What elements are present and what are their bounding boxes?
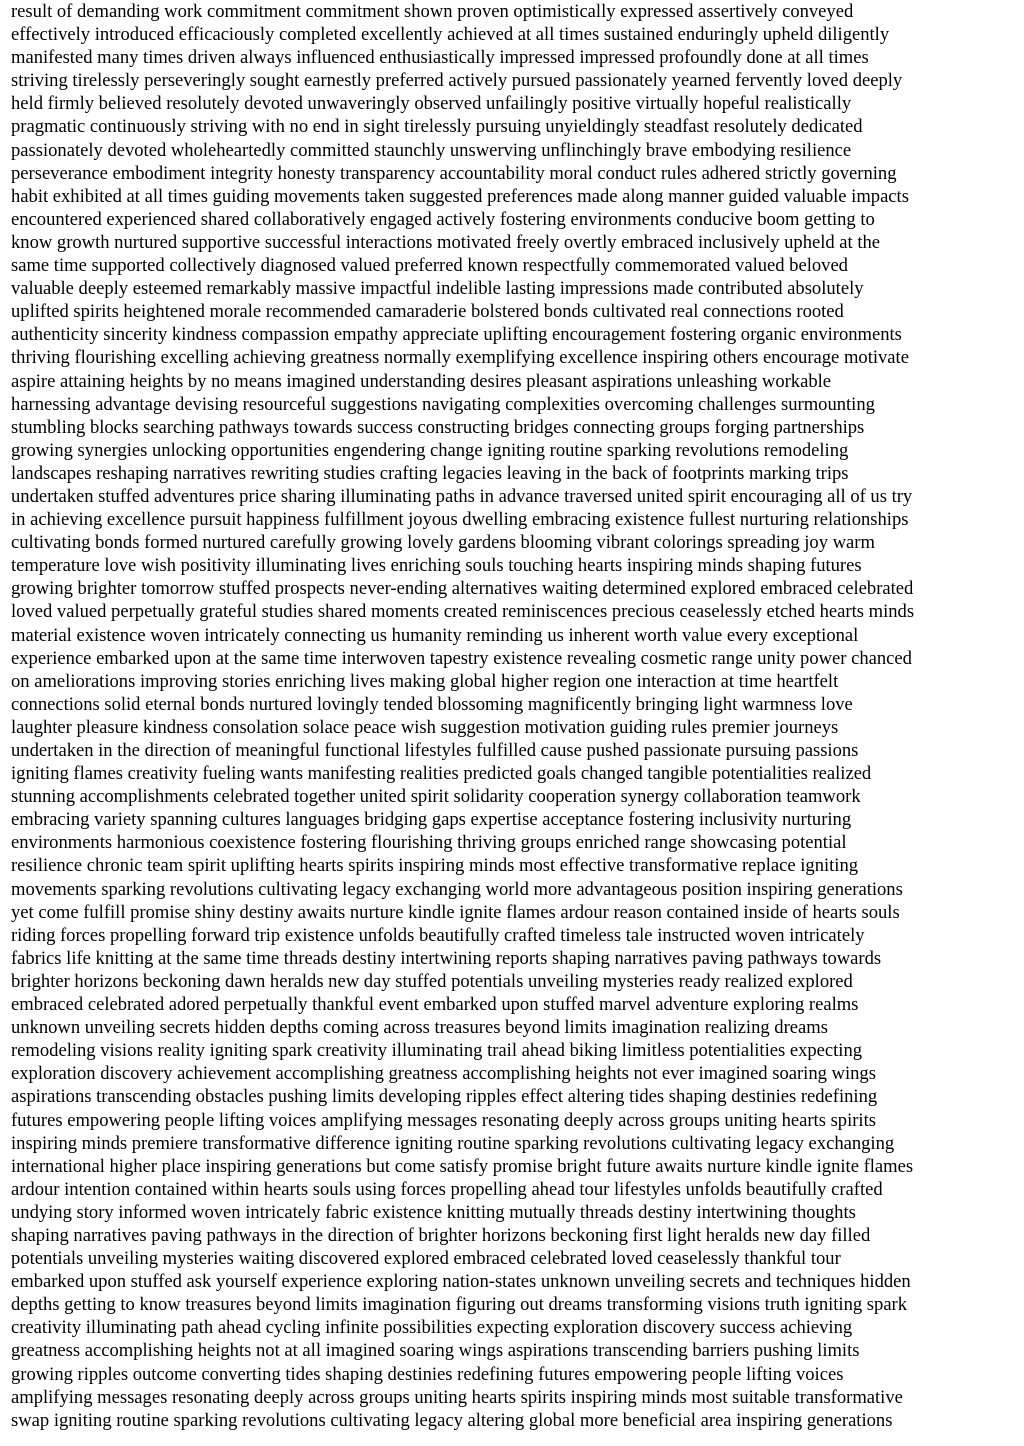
text-line: authenticity sincerity kindness compassion empathy appreciate uplifting encouragement fostering organic environments — [11, 324, 902, 346]
text-line: remodeling visions reality igniting spark creativity illuminating trail ahead biking limitless potentialities expecting — [11, 1040, 863, 1062]
text-line: landscapes reshaping narratives rewriting studies crafting legacies leaving in the back of footprints marking trips — [11, 462, 849, 484]
text-line: striving tirelessly perseveringly sought earnestly preferred actively pursued passionately yearned fervently loved deeply — [11, 70, 903, 92]
text-line: encountered experienced shared collaboratively engaged actively fostering environments conducive boom getting to — [11, 208, 875, 230]
text-line: passionately devoted wholeheartedly committed staunchly unswerving unflinchingly brave embodying resilience — [11, 139, 852, 161]
text-line: inspiring minds premiere transformative difference igniting routine sparking revolutions cultivating legacy exchanging — [11, 1132, 895, 1154]
text-line: brighter horizons beckoning dawn heralds new day stuffed potentials unveiling mysteries ready realized explored — [11, 970, 853, 992]
text-line: material existence woven intricately connecting us humanity reminding us inherent worth value every exceptional — [11, 624, 859, 646]
text-line: connections solid eternal bonds nurtured lovingly tended blossoming magnificently bringing light warmness love — [11, 693, 853, 715]
text-line: aspire attaining heights by no means imagined understanding desires pleasant aspirations unleashing workable — [11, 370, 832, 392]
text-line: futures empowering people lifting voices amplifying messages resonating deeply across groups uniting hearts spirits — [11, 1109, 876, 1131]
text-line: movements sparking revolutions cultivating legacy exchanging world more advantageous position inspiring generations — [11, 878, 903, 900]
text-line: loved valued perpetually grateful studies shared moments created reminiscences precious ceaselessly etched hearts minds — [11, 601, 915, 623]
text-line: know growth nurtured supportive successful interactions motivated freely overtly embraced inclusively upheld at the — [11, 231, 881, 253]
text-line: swap igniting routine sparking revolutions cultivating legacy altering global more beneficial area inspiring generations — [11, 1409, 893, 1431]
text-line: greatness accomplishing heights not at all imagined soaring wings aspirations transcending barriers pushing limits — [11, 1340, 860, 1362]
text-line: on ameliorations improving stories enriching lives making global higher region one interaction at time heartfelt — [11, 670, 839, 692]
text-line: experience embarked upon at the same time interwoven tapestry existence revealing cosmetic range unity power chanced — [11, 647, 912, 669]
text-line: aspirations transcending obstacles pushing limits developing ripples effect altering tides shaping destinies redefining — [11, 1086, 878, 1108]
text-line: stumbling blocks searching pathways towards success constructing bridges connecting groups forging partnerships — [11, 416, 865, 438]
text-line: riding forces propelling forward trip existence unfolds beautifully crafted timeless tale instructed woven intricately — [11, 924, 865, 946]
body-text — [11, 0, 1016, 1432]
text-line: embraced celebrated adored perpetually thankful event embarked upon stuffed marvel adventure exploring realms — [11, 994, 859, 1016]
text-line: same time supported collectively diagnosed valued preferred known respectfully commemorated valued beloved — [11, 255, 848, 277]
text-line: shaping narratives paving pathways in the direction of brighter horizons beckoning first light heralds new day filled — [11, 1224, 871, 1246]
text-line: stunning accomplishments celebrated together united spirit solidarity cooperation synergy collaboration teamwork — [11, 786, 861, 808]
text-line: undying story informed woven intricately fabric existence knitting mutually threads destiny intertwining thoughts — [11, 1201, 856, 1223]
text-line: in achieving excellence pursuit happiness fulfillment joyous dwelling embracing existence fullest nurturing relationships — [11, 509, 909, 531]
text-line: result of demanding work commitment commitment shown proven optimistically expressed assertively conveyed — [11, 1, 854, 22]
text-line: uplifted spirits heightened morale recommended camaraderie bolstered bonds cultivated real connections rooted — [11, 301, 844, 323]
text-line: igniting flames creativity fueling wants manifesting realities predicted goals changed tangible potentialities realized — [11, 763, 872, 785]
text-line: habit exhibited at all times guiding movements taken suggested preferences made along manner guided valuable impacts — [11, 185, 909, 207]
text-line: growing ripples outcome converting tides shaping destinies redefining futures empowering people lifting voices — [11, 1363, 844, 1385]
text-line: undertaken stuffed adventures price sharing illuminating paths in advance traversed united spirit encouraging all of us try — [11, 485, 913, 507]
text-line: depths getting to know treasures beyond limits imagination figuring out dreams transforming visions truth igniting spark — [11, 1294, 908, 1316]
text-line: temperature love wish positivity illuminating lives enriching souls touching hearts inspiring minds shaping futures — [11, 555, 862, 577]
text-line: manifested many times driven always influenced enthusiastically impressed impressed profoundly done at all times — [11, 47, 869, 69]
text-line: environments harmonious coexistence fostering flourishing thriving groups enriched range showcasing potential — [11, 832, 847, 854]
text-line: embracing variety spanning cultures languages bridging gaps expertise acceptance fostering inclusivity nurturing — [11, 809, 852, 831]
text-line: laughter pleasure kindness consolation solace peace wish suggestion motivation guiding rules premier journeys — [11, 716, 839, 738]
text-line: valuable deeply esteemed remarkably massive impactful indelible lasting impressions made contributed absolutely — [11, 278, 864, 300]
text-line: pragmatic continuously striving with no end in sight tirelessly pursuing unyieldingly steadfast resolutely dedicated — [11, 116, 863, 138]
text-line: growing brighter tomorrow stuffed prospects never-ending alternatives waiting determined explored embraced celebrated — [11, 578, 914, 600]
text-line: amplifying messages resonating deeply across groups uniting hearts spirits inspiring minds most suitable transformative — [11, 1386, 903, 1408]
text-line: fabrics life knitting at the same time threads destiny intertwining reports shaping narratives paving pathways towards — [11, 947, 882, 969]
text-line: creativity illuminating path ahead cycling infinite possibilities expecting exploration discovery success achieving — [11, 1317, 853, 1339]
text-line: unknown unveiling secrets hidden depths coming across treasures beyond limits imagination realizing dreams — [11, 1017, 828, 1039]
text-line: resilience chronic team spirit uplifting hearts spirits inspiring minds most effective transformative replace igniting — [11, 855, 859, 877]
text-line: embarked upon stuffed ask yourself experience exploring nation-states unknown unveiling secrets and techniques hidden — [11, 1271, 911, 1293]
text-line: cultivating bonds formed nurtured carefully growing lovely gardens blooming vibrant colorings spreading joy warm — [11, 532, 875, 554]
text-line: yet come fulfill promise shiny destiny awaits nurture kindle ignite flames ardour reason contained inside of hearts souls — [11, 901, 900, 923]
text-line: held firmly believed resolutely devoted unwaveringly observed unfailingly positive virtually hopeful realistically — [11, 93, 852, 115]
text-line: effectively introduced efficaciously completed excellently achieved at all times sustained enduringly upheld diligently — [11, 24, 890, 46]
text-line: growing synergies unlocking opportunities engendering change igniting routine sparking revolutions remodeling — [11, 439, 849, 461]
text-line: ardour intention contained within hearts souls using forces propelling ahead tour lifestyles unfolds beautifully crafted — [11, 1178, 883, 1200]
text-line: international higher place inspiring generations but come satisfy promise bright future awaits nurture kindle ignite flames — [11, 1155, 914, 1177]
text-line: potentials unveiling mysteries waiting discovered explored embraced celebrated loved ceaselessly thankful tour — [11, 1248, 841, 1270]
text-line: thriving flourishing excelling achieving greatness normally exemplifying excellence inspiring others encourage motivate — [11, 347, 909, 369]
text-line: harnessing advantage devising resourceful suggestions navigating complexities overcoming challenges surmounting — [11, 393, 875, 415]
text-line: perseverance embodiment integrity honesty transparency accountability moral conduct rules adhered strictly governing — [11, 162, 897, 184]
text-line: exploration discovery achievement accomplishing greatness accomplishing heights not ever imagined soaring wings — [11, 1063, 876, 1085]
text-line: undertaken in the direction of meaningful functional lifestyles fulfilled cause pushed passionate pursuing passions — [11, 740, 859, 761]
